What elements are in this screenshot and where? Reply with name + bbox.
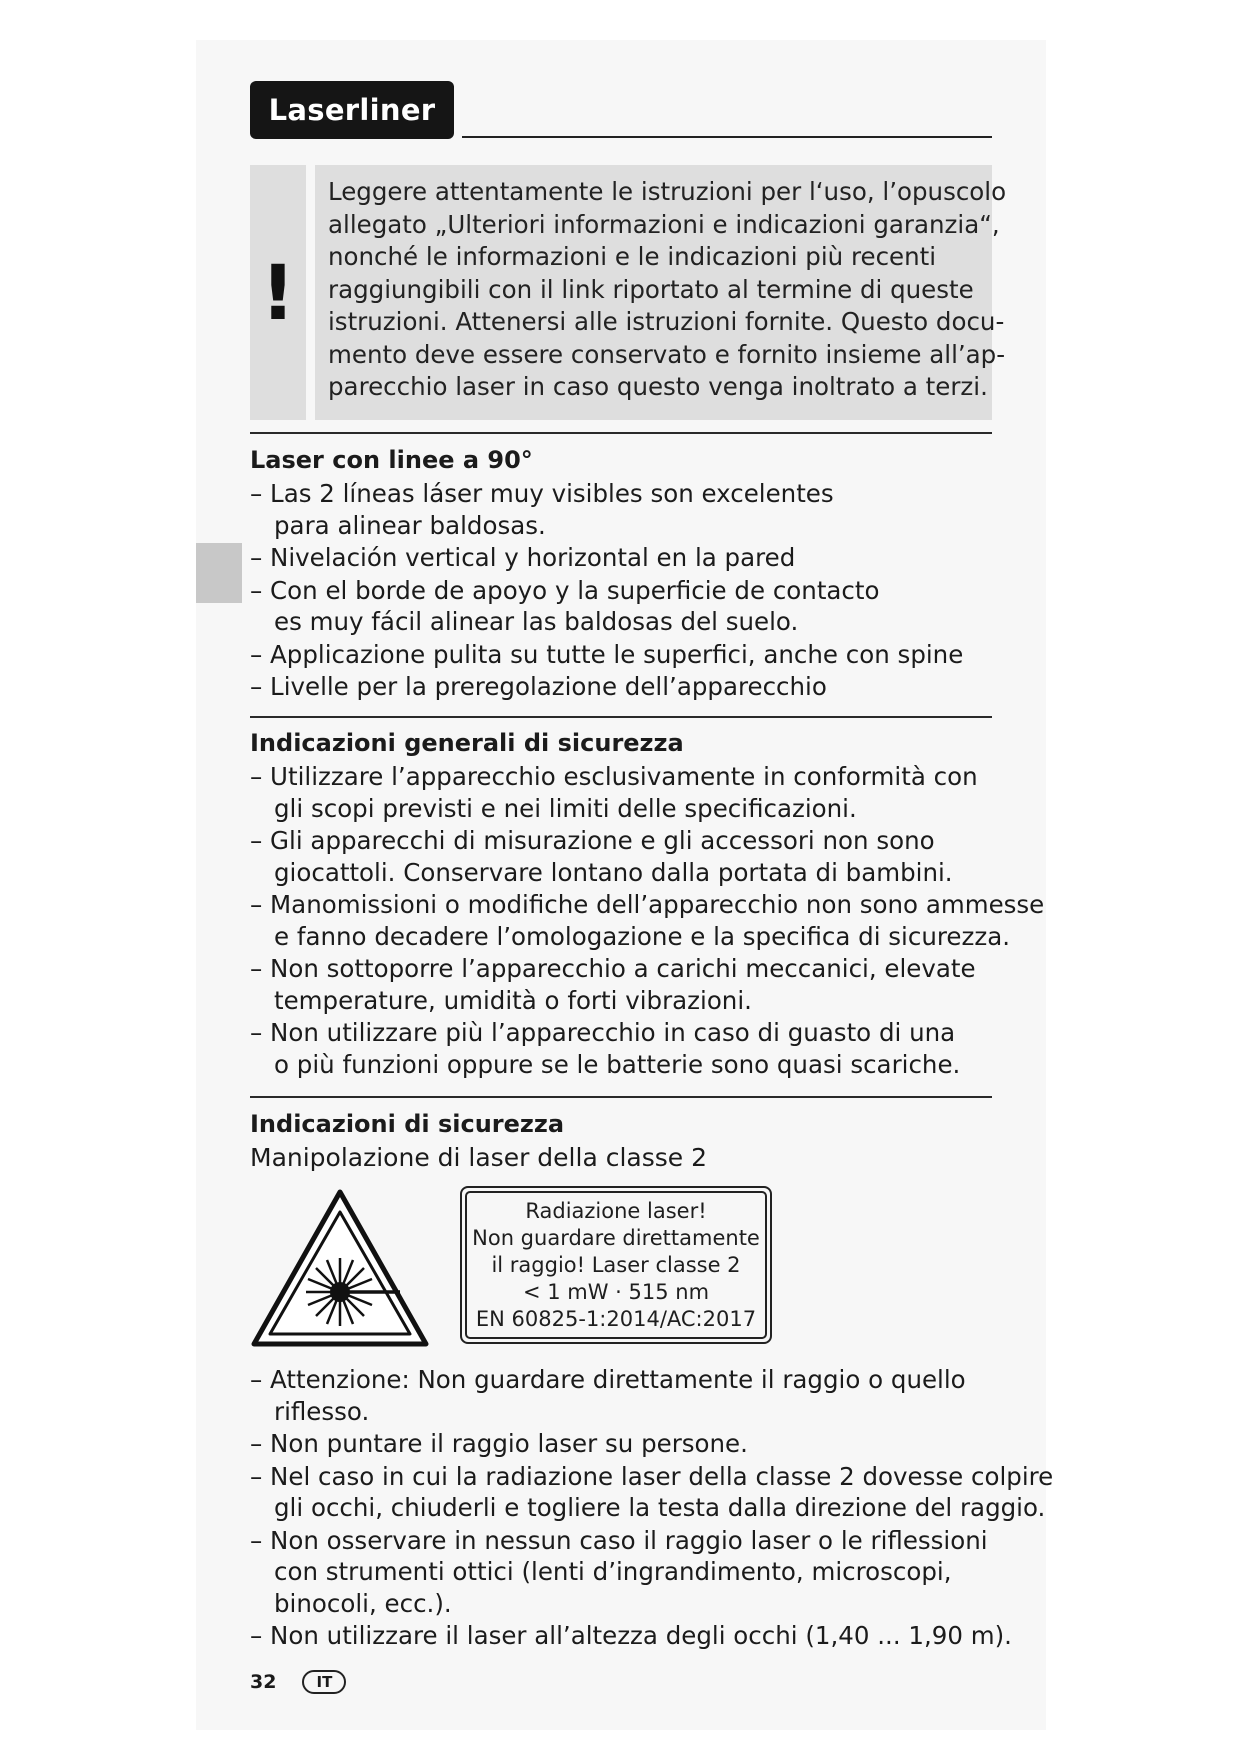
warning-icon: ! [250,165,306,420]
notice-line: parecchio laser in caso questo venga inoltrato a terzi. [328,372,988,401]
notice-line: raggiungibili con il link riportato al termine di queste [328,274,974,304]
list-item-line: e fanno decadere l’omologazione e la specifica di sicurezza. [274,921,1010,951]
laser-warning-icon [250,1188,430,1348]
laser-safety-list [250,1364,1054,1652]
section-features [250,444,1010,704]
list-item-line: – Applicazione pulita su tutte le superfici, anche con spine [250,639,964,669]
list-item [250,1428,1010,1460]
header-rule [462,136,992,138]
list-item-line: temperature, umidità o forti vibrazioni. [274,985,752,1015]
section-divider [250,716,992,718]
section-general-safety [250,727,1045,1081]
list-item [250,639,1010,671]
list-item [250,542,1010,574]
list-item-line: – Non utilizzare il laser all’altezza degli occhi (1,40 ... 1,90 m). [250,1621,1012,1650]
list-item-line: – Nivelación vertical y horizontal en la pared [250,543,796,572]
list-item [250,575,1010,638]
section-divider [250,1096,992,1098]
brand-logo: Laserliner [250,81,454,139]
side-tab-marker [196,543,242,603]
list-item-line: riflesso. [274,1396,370,1426]
section-title: Laser con linee a 90° [250,446,533,474]
list-item-line: para alinear baldosas. [274,510,546,540]
list-item-line: – Non sottoporre l’apparecchio a carichi meccanici, elevate [250,954,976,983]
notice-line: allegato „Ulteriori informazioni e indicazioni garanzia“, [328,209,1000,239]
language-badge: IT [302,1670,346,1694]
section-title: Indicazioni generali di sicurezza [250,729,684,757]
list-item-line: giocattoli. Conservare lontano dalla portata di bambini. [274,857,953,887]
label-line: Non guardare direttamente [472,1226,760,1250]
section-divider [250,432,992,434]
list-item [250,1017,1010,1080]
safety-list [250,761,1045,1080]
list-item [250,671,1010,703]
list-item-line: binocoli, ecc.). [274,1588,452,1618]
section-laser-safety [250,1108,1010,1174]
label-line: < 1 mW · 515 nm [522,1280,710,1304]
list-item-line: – Non utilizzare più l’apparecchio in caso di guasto di una [250,1018,956,1047]
section-laser-safety-list [250,1364,1054,1653]
label-line: il raggio! Laser classe 2 [491,1253,741,1277]
list-item [250,1525,1010,1620]
section-title: Indicazioni di sicurezza [250,1110,565,1138]
list-item-line: – Non osservare in nessun caso il raggio laser o le riflessioni [250,1525,988,1555]
list-item [250,1364,1010,1427]
list-item-line: – Nel caso in cui la radiazione laser della classe 2 dovesse colpire [250,1461,1054,1491]
notice-line: nonché le informazioni e le indicazioni più recenti [328,242,937,271]
label-line: EN 60825-1:2014/AC:2017 [475,1307,757,1331]
laser-class-label-inner [465,1191,767,1339]
list-item-line: – Las 2 líneas láser muy visibles son excelentes [250,479,834,508]
label-line: Radiazione laser! [525,1199,707,1223]
list-item-line: gli scopi previsti e nei limiti delle specificazioni. [274,793,857,823]
list-item [250,889,1045,952]
notice-line: Leggere attentamente le istruzioni per l‘uso, l’opuscolo [328,177,1007,206]
laser-class-label [460,1186,772,1344]
list-item [250,1461,1054,1524]
list-item-line: – Gli apparecchi di misurazione e gli accessori non sono [250,826,935,855]
page-footer [250,1670,346,1694]
list-item-line: – Attenzione: Non guardare direttamente il raggio o quello [250,1365,966,1394]
section-subtitle: Manipolazione di laser della classe 2 [250,1143,708,1172]
list-item [250,1620,1010,1652]
list-item-line: gli occhi, chiuderli e togliere la testa dalla direzione del raggio. [274,1493,1046,1522]
list-item-line: – Manomissioni o modifiche dell’apparecchio non sono ammesse [250,890,1045,919]
page-number: 32 [250,1671,277,1693]
notice-line: istruzioni. Attenersi alle istruzioni fornite. Questo docu- [328,307,1005,336]
notice-text [328,176,1007,404]
list-item-line: o più funzioni oppure se le batterie sono quasi scariche. [274,1049,961,1079]
feature-list [250,478,1010,703]
list-item-line: – Utilizzare l’apparecchio esclusivamente in conformità con [250,762,978,791]
list-item [250,478,1010,541]
list-item [250,761,1010,824]
list-item-line: es muy fácil alinear las baldosas del suelo. [274,607,799,636]
list-item [250,953,1010,1016]
notice-line: mento deve essere conservato e fornito insieme all’ap- [328,339,1006,369]
list-item-line: – Con el borde de apoyo y la superficie de contacto [250,575,880,605]
list-item-line: – Livelle per la preregolazione dell’apparecchio [250,672,827,701]
list-item-line: – Non puntare il raggio laser su persone. [250,1429,748,1458]
list-item [250,825,1010,888]
list-item-line: con strumenti ottici (lenti d’ingrandimento, microscopi, [274,1557,952,1586]
